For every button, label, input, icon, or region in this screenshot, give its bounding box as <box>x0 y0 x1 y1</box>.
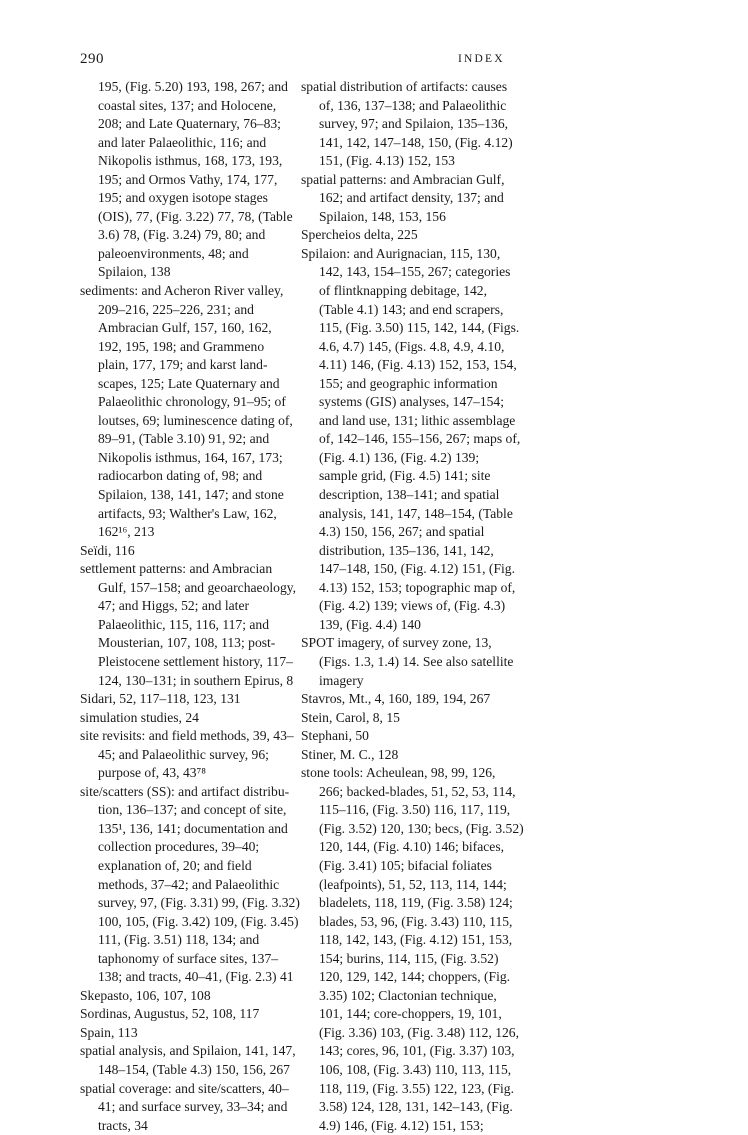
index-entry-line: 115–116, (Fig. 3.50) 116, 117, 119, <box>319 802 511 818</box>
running-head: INDEX <box>458 53 505 65</box>
index-column-left <box>80 78 300 1135</box>
index-entry-line: distribution, 135–136, 141, 142, <box>319 542 494 558</box>
index-entry-line: Stavros, Mt., 4, 160, 189, 194, 267 <box>301 691 491 707</box>
index-entry-line: 208; and Late Quaternary, 76–83; <box>98 116 281 132</box>
index-entry <box>80 690 285 709</box>
index-entry <box>301 78 513 171</box>
index-entry <box>80 1080 289 1135</box>
index-entry-line: 101, 144; core-choppers, 19, 101, <box>319 1006 502 1022</box>
index-entry-line: (Fig. 4.1) 136, (Fig. 4.2) 139; <box>319 449 480 465</box>
index-entry <box>301 727 506 746</box>
index-entry-line: 143; cores, 96, 101, (Fig. 3.37) 103, <box>319 1043 515 1059</box>
index-entry-line: 138; and tracts, 40–41, (Fig. 2.3) 41 <box>98 969 294 985</box>
index-entry-line: Spilaion, 138, 141, 147; and stone <box>98 487 284 503</box>
index-entry-line: scapes, 125; Late Quaternary and <box>98 375 280 391</box>
index-entry-line: 4.11) 146, (Fig. 4.13) 152, 153, 154, <box>319 357 517 373</box>
index-entry <box>301 245 521 634</box>
index-entry-line: 3.6) 78, (Fig. 3.24) 79, 80; and <box>98 227 266 243</box>
index-entry <box>80 1024 285 1043</box>
index-entry-line: survey, 97, (Fig. 3.31) 99, (Fig. 3.32) <box>98 895 300 911</box>
index-entry-line: (Fig. 3.41) 105; bifacial foliates <box>319 857 492 873</box>
index-entry-line: 142, 143, 154–155, 267; categories <box>319 264 511 280</box>
index-entry <box>301 226 506 245</box>
index-entry-line: 154; burins, 114, 115, (Fig. 3.52) <box>319 950 499 966</box>
index-entry <box>80 1005 285 1024</box>
index-entry-line: 120, 129, 142, 144; choppers, (Fig. <box>319 969 511 985</box>
index-entry-line: spatial coverage: and site/scatters, 40– <box>80 1080 289 1096</box>
index-entry-line: bladelets, 118, 119, (Fig. 3.58) 124; <box>319 895 513 911</box>
index-entry-line: spatial analysis, and Spilaion, 141, 147, <box>80 1043 296 1059</box>
index-entry-line: description, 138–141; and spatial <box>319 487 500 503</box>
index-entry-line: 141, 142, 147–148, 150, (Fig. 4.12) <box>319 134 513 150</box>
index-entry-line: (Fig. 3.36) 103, (Fig. 3.48) 112, 126, <box>319 1024 520 1040</box>
index-entry-line: 147–148, 150, (Fig. 4.12) 151, (Fig. <box>319 561 515 577</box>
index-entry-line: sediments: and Acheron River valley, <box>80 283 284 299</box>
index-entry-line: coastal sites, 137; and Holocene, <box>98 97 277 113</box>
index-entry-line: 3.58) 124, 128, 131, 142–143, (Fig. <box>319 1099 513 1115</box>
index-entry-line: sample grid, (Fig. 4.5) 141; site <box>319 468 491 484</box>
index-entry <box>301 634 514 690</box>
index-entry <box>80 282 293 542</box>
index-entry-line: Pleistocene settlement history, 117– <box>98 653 293 669</box>
index-entry <box>301 764 524 1135</box>
index-entry-line: (Fig. 4.2) 139; views of, (Fig. 4.3) <box>319 598 506 614</box>
index-entry-line: (Table 4.1) 143; and end scrapers, <box>319 301 504 317</box>
index-entry-line: Stephani, 50 <box>301 728 369 744</box>
index-entry-line: 139, (Fig. 4.4) 140 <box>319 616 421 632</box>
index-entry-line: tion, 136–137; and concept of site, <box>98 802 287 818</box>
index-entry-line: Sidari, 52, 117–118, 123, 131 <box>80 691 241 707</box>
index-entry-line: 195; and Ormos Vathy, 174, 177, <box>98 171 278 187</box>
index-entry-line: tracts, 34 <box>98 1117 148 1133</box>
index-entry-line: methods, 37–42; and Palaeolithic <box>98 876 280 892</box>
index-entry-line: systems (GIS) analyses, 147–154; <box>319 394 505 410</box>
index-entry-line: simulation studies, 24 <box>80 709 199 725</box>
index-entry-line: Gulf, 157–158; and geoarchaeology, <box>98 579 297 595</box>
index-entry-line: survey, 97; and Spilaion, 135–136, <box>319 116 509 132</box>
index-entry-line: 155; and geographic information <box>319 375 498 391</box>
index-entry-line: 148–154, (Table 4.3) 150, 156, 267 <box>98 1061 290 1077</box>
index-entry-line: 4.6, 4.7) 145, (Figs. 4.8, 4.9, 4.10, <box>319 338 505 354</box>
index-entry-line: 151, (Fig. 4.13) 152, 153 <box>319 153 455 169</box>
index-entry-line: Nikopolis isthmus, 164, 167, 173; <box>98 449 283 465</box>
index-entry-line: Stein, Carol, 8, 15 <box>301 709 400 725</box>
index-entry-line: settlement patterns: and Ambracian <box>80 561 273 577</box>
index-entry <box>301 709 506 728</box>
index-entry-line: 111, (Fig. 3.51) 118, 134; and <box>98 932 260 948</box>
index-entry <box>301 171 506 227</box>
index-entry-line: collection procedures, 39–40; <box>98 839 260 855</box>
index-entry-line: 4.9) 146, (Fig. 4.12) 151, 153; <box>319 1117 484 1133</box>
index-entry-line: artifacts, 93; Walther's Law, 162, <box>98 505 277 521</box>
index-entry-line: Seïdi, 116 <box>80 542 135 558</box>
index-entry-line: and land use, 131; lithic assemblage <box>319 412 516 428</box>
index-entry-line: blades, 53, 96, (Fig. 3.43) 110, 115, <box>319 913 513 929</box>
index-entry-line: (Fig. 3.52) 120, 130; becs, (Fig. 3.52) <box>319 820 524 836</box>
index-entry-line: 124, 130–131; in southern Epirus, 8 <box>98 672 294 688</box>
index-entry-line: loutses, 69; luminescence dating of, <box>98 412 293 428</box>
index-entry-line: imagery <box>319 672 364 688</box>
index-entry-line: Spilaion: and Aurignacian, 115, 130, <box>301 245 501 261</box>
index-entry <box>301 690 506 709</box>
index-entry-line: 41; and surface survey, 33–34; and <box>98 1099 288 1115</box>
index-entry-line: (OIS), 77, (Fig. 3.22) 77, 78, (Table <box>98 208 293 224</box>
index-entry-line: explanation of, 20; and field <box>98 857 252 873</box>
index-entry-line: 118, 119, (Fig. 3.55) 122, 123, (Fig. <box>319 1080 514 1096</box>
index-entry-line: Nikopolis isthmus, 168, 173, 193, <box>98 153 283 169</box>
index-entry-line: 195, (Fig. 5.20) 193, 198, 267; and <box>98 79 288 94</box>
index-entry <box>301 746 506 765</box>
index-entry-line: Palaeolithic chronology, 91–95; of <box>98 394 286 410</box>
index-entry <box>80 542 285 561</box>
index-entry-line: plain, 177, 179; and karst land- <box>98 357 268 373</box>
index-entry-line: radiocarbon dating of, 98; and <box>98 468 263 484</box>
index-entry-line: 192, 195, 198; and Grammeno <box>98 338 265 354</box>
index-entry-line: Spain, 113 <box>80 1024 138 1040</box>
index-entry-line: 100, 105, (Fig. 3.42) 109, (Fig. 3.45) <box>98 913 299 929</box>
index-entry-line: Sordinas, Augustus, 52, 108, 117 <box>80 1006 260 1022</box>
index-entry-line: SPOT imagery, of survey zone, 13, <box>301 635 492 651</box>
index-entry-line: 195; and oxygen isotope stages <box>98 190 268 206</box>
index-entry <box>80 727 294 783</box>
index-entry <box>80 560 297 690</box>
index-column-right <box>301 78 524 1135</box>
index-entry-line: 118, 142, 143, (Fig. 4.12) 151, 153, <box>319 932 513 948</box>
index-entry-line: and later Palaeolithic, 116; and <box>98 134 267 150</box>
index-entry-line: (Figs. 1.3, 1.4) 14. See also satellite <box>319 653 514 669</box>
index-entry-line: (leafpoints), 51, 52, 113, 114, 144; <box>319 876 507 892</box>
index-entry-line: Stiner, M. C., 128 <box>301 746 399 762</box>
index-entry-line: stone tools: Acheulean, 98, 99, 126, <box>301 765 496 781</box>
index-entry <box>80 78 293 282</box>
index-entry-line: 115, (Fig. 3.50) 115, 142, 144, (Figs. <box>319 320 520 336</box>
index-entry-line: Skepasto, 106, 107, 108 <box>80 987 211 1003</box>
index-entry-line: Ambracian Gulf, 157, 160, 162, <box>98 320 272 336</box>
page-number: 290 <box>80 51 104 67</box>
index-entry-line: 89–91, (Table 3.10) 91, 92; and <box>98 431 270 447</box>
index-entry-line: 135¹, 136, 141; documentation and <box>98 820 288 836</box>
index-entry-line: 3.35) 102; Clactonian technique, <box>319 987 497 1003</box>
index-entry-line: 162; and artifact density, 137; and <box>319 190 504 206</box>
index-entry <box>80 783 300 987</box>
index-entry-line: 120, 144, (Fig. 4.10) 146; bifaces, <box>319 839 505 855</box>
index-entry-line: 4.13) 152, 153; topographic map of, <box>319 579 516 595</box>
index-entry-line: 45; and Palaeolithic survey, 96; <box>98 746 269 762</box>
index-entry <box>80 709 285 728</box>
index-entry-line: purpose of, 43, 43⁷⁸ <box>98 765 207 781</box>
index-entry-line: Spilaion, 148, 153, 156 <box>319 208 446 224</box>
index-entry-line: 266; backed-blades, 51, 52, 53, 114, <box>319 783 516 799</box>
index-entry-line: 4.3) 150, 156, 267; and spatial <box>319 524 485 540</box>
index-entry-line: 47; and Higgs, 52; and later <box>98 598 250 614</box>
index-entry-line: of, 142–146, 155–156, 267; maps of, <box>319 431 521 447</box>
index-entry-line: analysis, 141, 147, 148–154, (Table <box>319 505 513 521</box>
index-entry-line: spatial patterns: and Ambracian Gulf, <box>301 171 505 187</box>
index-entry-line: of, 136, 137–138; and Palaeolithic <box>319 97 507 113</box>
index-entry-line: taphonomy of surface sites, 137– <box>98 950 279 966</box>
index-entry-line: Spilaion, 138 <box>98 264 171 280</box>
index-entry-line: paleoenvironments, 48; and <box>98 245 249 261</box>
index-entry-line: Palaeolithic, 115, 116, 117; and <box>98 616 270 632</box>
index-entry-line: 209–216, 225–226, 231; and <box>98 301 254 317</box>
index-entry-line: of flintknapping debitage, 142, <box>319 283 487 299</box>
index-entry <box>80 987 285 1006</box>
index-entry <box>80 1042 296 1079</box>
index-entry-line: site revisits: and field methods, 39, 43– <box>80 728 294 744</box>
index-entry-line: 162¹⁶, 213 <box>98 524 155 540</box>
index-entry-line: 106, 108, (Fig. 3.43) 110, 113, 115, <box>319 1061 512 1077</box>
index-entry-line: spatial distribution of artifacts: causes <box>301 79 508 94</box>
index-entry-line: Mousterian, 107, 108, 113; post- <box>98 635 276 651</box>
index-entry-line: site/scatters (SS): and artifact distribu- <box>80 783 290 799</box>
index-entry-line: Spercheios delta, 225 <box>301 227 418 243</box>
